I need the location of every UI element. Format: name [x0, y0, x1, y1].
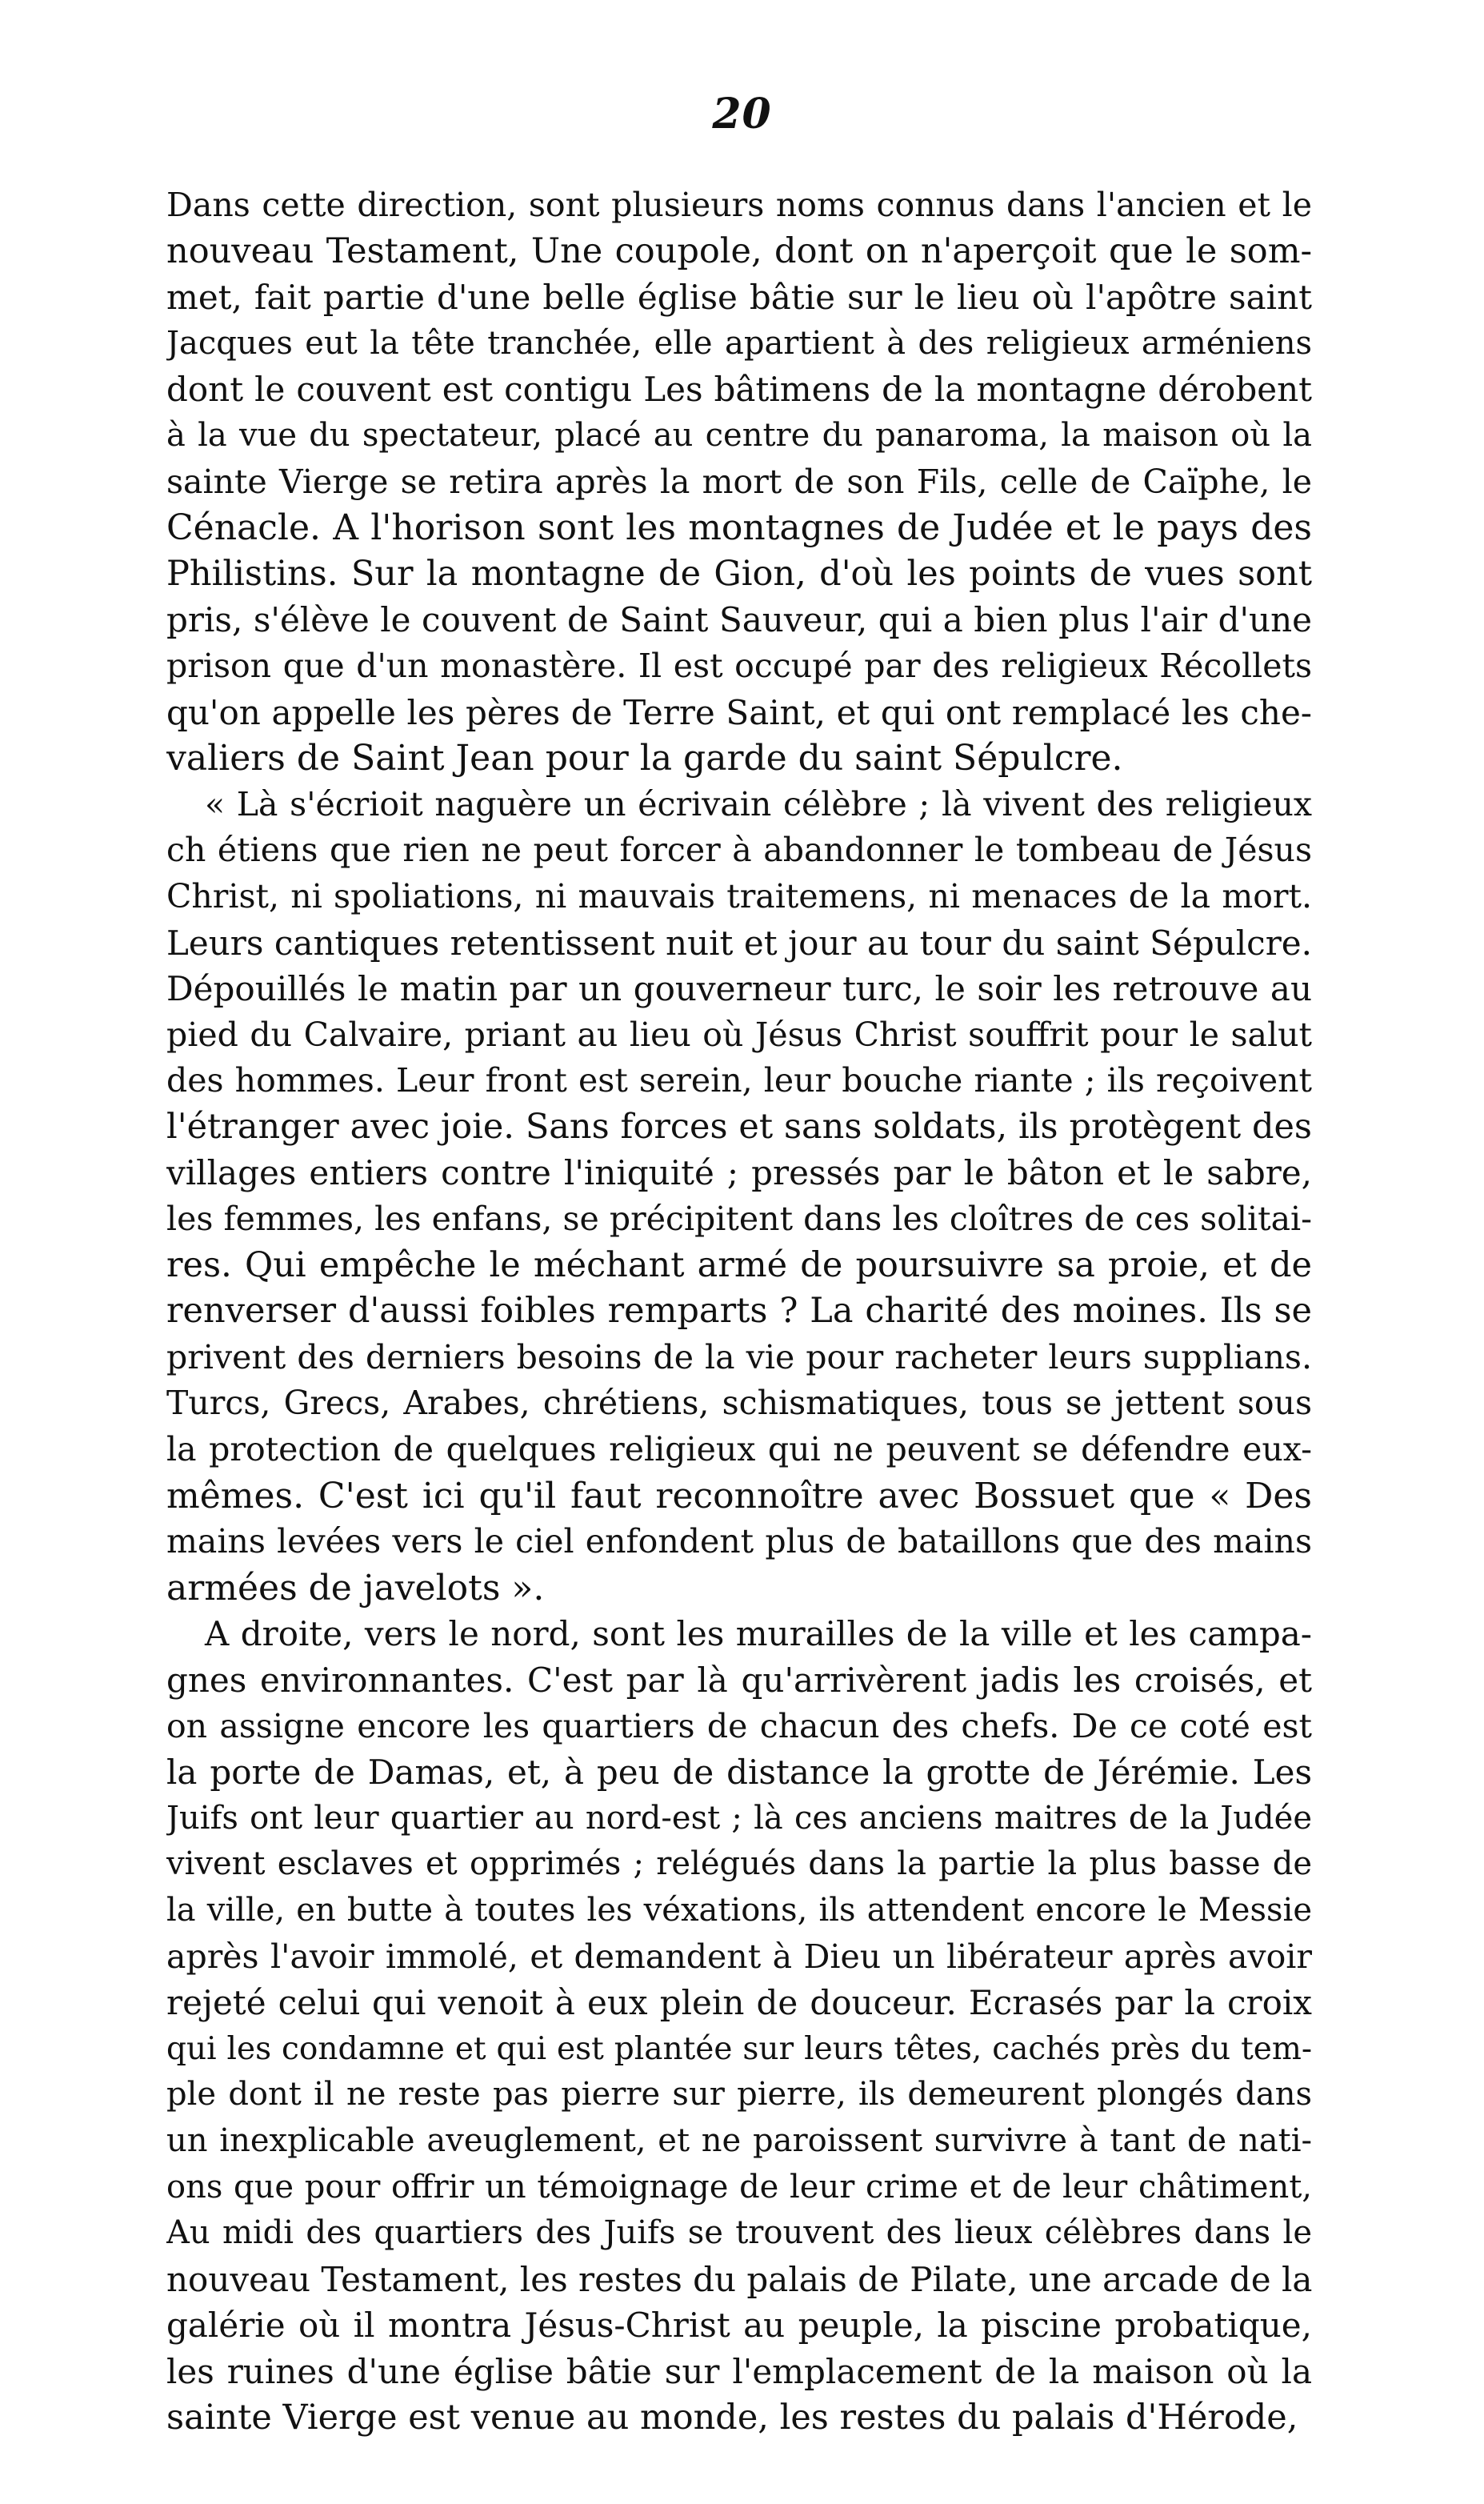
text-line: qu'on appelle les pères de Terre Saint, et qui ont remplacé les che-: [166, 692, 1312, 732]
text-line: armées de javelots ».: [166, 1567, 545, 1609]
text-line: après l'avoir immolé, et demandent à Dieu un libérateur après avoir: [166, 1937, 1312, 1976]
text-line: prison que d'un monastère. Il est occupé par des religieux Récollets: [166, 646, 1312, 685]
text-line: pied du Calvaire, priant au lieu où Jésus Christ souffrit pour le salut: [166, 1015, 1312, 1054]
text-line: vivent esclaves et opprimés ; relégués dans la partie la plus basse de: [166, 1845, 1312, 1883]
text-line: mains levées vers le ciel enfondent plus de bataillons que des mains: [166, 1522, 1312, 1561]
text-line: Christ, ni spoliations, ni mauvais traitemens, ni menaces de la mort.: [166, 876, 1312, 915]
text-line: villages entiers contre l'iniquité ; pressés par le bâton et le sabre,: [166, 1153, 1312, 1193]
text-line: mêmes. C'est ici qu'il faut reconnoître avec Bossuet que « Des: [166, 1475, 1312, 1516]
text-line: sainte Vierge se retira après la mort de son Fils, celle de Caïphe, le: [166, 462, 1312, 501]
text-line: un inexplicable aveuglement, et ne paroissent survivre à tant de nati-: [166, 2121, 1312, 2159]
text-line: privent des derniers besoins de la vie pour racheter leurs supplians.: [166, 1337, 1312, 1376]
text-line: la porte de Damas, et, à peu de distance la grotte de Jérémie. Les: [166, 1753, 1312, 1793]
text-line: valiers de Saint Jean pour la garde du saint Sépulcre.: [166, 738, 1123, 779]
text-line: à la vue du spectateur, placé au centre du panaroma, la maison où la: [166, 416, 1312, 454]
text-line: les ruines d'une église bâtie sur l'emplacement de la maison où la: [166, 2351, 1312, 2391]
page-number: 20: [712, 90, 772, 138]
text-line: l'étranger avec joie. Sans forces et sans soldats, ils protègent des: [166, 1106, 1312, 1147]
text-line: qui les condamne et qui est plantée sur leurs têtes, cachés près du tem-: [166, 2030, 1312, 2067]
text-line: « Là s'écrioit naguère un écrivain célèbre ; là vivent des religieux: [205, 784, 1312, 823]
text-line: ons que pour offrir un témoignage de leur crime et de leur châtiment,: [166, 2168, 1312, 2206]
text-line: la ville, en butte à toutes les véxations, ils attendent encore le Messie: [166, 1891, 1312, 1929]
text-line: la protection de quelques religieux qui ne peuvent se défendre eux-: [166, 1430, 1312, 1469]
text-line: A droite, vers le nord, sont les murailles de la ville et les campa-: [205, 1614, 1312, 1654]
text-line: Jacques eut la tête tranchée, elle apartient à des religieux arméniens: [166, 324, 1312, 362]
text-line: renverser d'aussi foibles remparts ? La charité des moines. Ils se: [166, 1291, 1312, 1332]
text-line: galérie où il montra Jésus-Christ au peuple, la piscine probatique,: [166, 2306, 1312, 2346]
text-line: pris, s'élève le couvent de Saint Sauveur, qui a bien plus l'air d'une: [166, 600, 1312, 640]
text-line: Dépouillés le matin par un gouverneur turc, le soir les retrouve au: [166, 969, 1312, 1009]
paragraph: [166, 782, 1312, 1612]
text-line: les femmes, les enfans, se précipitent dans les cloîtres de ces solitai-: [166, 1200, 1312, 1239]
text-line: des hommes. Leur front est serein, leur bouche riante ; ils reçoivent: [166, 1061, 1312, 1100]
text-line: Turcs, Grecs, Arabes, chrétiens, schismatiques, tous se jettent sous: [166, 1384, 1312, 1423]
text-line: Juifs ont leur quartier au nord-est ; là ces anciens maitres de la Judée: [166, 1799, 1312, 1837]
text-line: sainte Vierge est venue au monde, les restes du palais d'Hérode,: [166, 2397, 1298, 2438]
paragraph: [166, 1611, 1312, 2441]
text-line: gnes environnantes. C'est par là qu'arrivèrent jadis les croisés, et: [166, 1661, 1312, 1700]
text-line: ple dont il ne reste pas pierre sur pierre, ils demeurent plongés dans: [166, 2076, 1312, 2113]
text-line: nouveau Testament, Une coupole, dont on n'aperçoit que le som-: [166, 230, 1312, 271]
paragraph: [166, 182, 1312, 782]
text-line: Philistins. Sur la montagne de Gion, d'où les points de vues sont: [166, 553, 1312, 594]
text-line: dont le couvent est contigu Les bâtimens de la montagne dérobent: [166, 370, 1312, 410]
text-line: Au midi des quartiers des Juifs se trouvent des lieux célèbres dans le: [166, 2214, 1312, 2252]
text-line: res. Qui empêche le méchant armé de poursuivre sa proie, et de: [166, 1244, 1312, 1285]
text-line: Leurs cantiques retentissent nuit et jour au tour du saint Sépulcre.: [166, 923, 1312, 963]
text-line: on assigne encore les quartiers de chacun des chefs. De ce coté est: [166, 1706, 1312, 1745]
text-line: rejeté celui qui venoit à eux plein de douceur. Ecrasés par la croix: [166, 1983, 1312, 2023]
text-line: ch étiens que rien ne peut forcer à abandonner le tombeau de Jésus: [166, 831, 1312, 870]
text-line: nouveau Testament, les restes du palais de Pilate, une arcade de la: [166, 2259, 1312, 2299]
text-line: met, fait partie d'une belle église bâtie sur le lieu où l'apôtre saint: [166, 278, 1312, 318]
text-line: Dans cette direction, sont plusieurs noms connus dans l'ancien et le: [166, 186, 1312, 224]
text-line: Cénacle. A l'horison sont les montagnes de Judée et le pays des: [166, 507, 1312, 549]
body-text: [166, 182, 1312, 2441]
